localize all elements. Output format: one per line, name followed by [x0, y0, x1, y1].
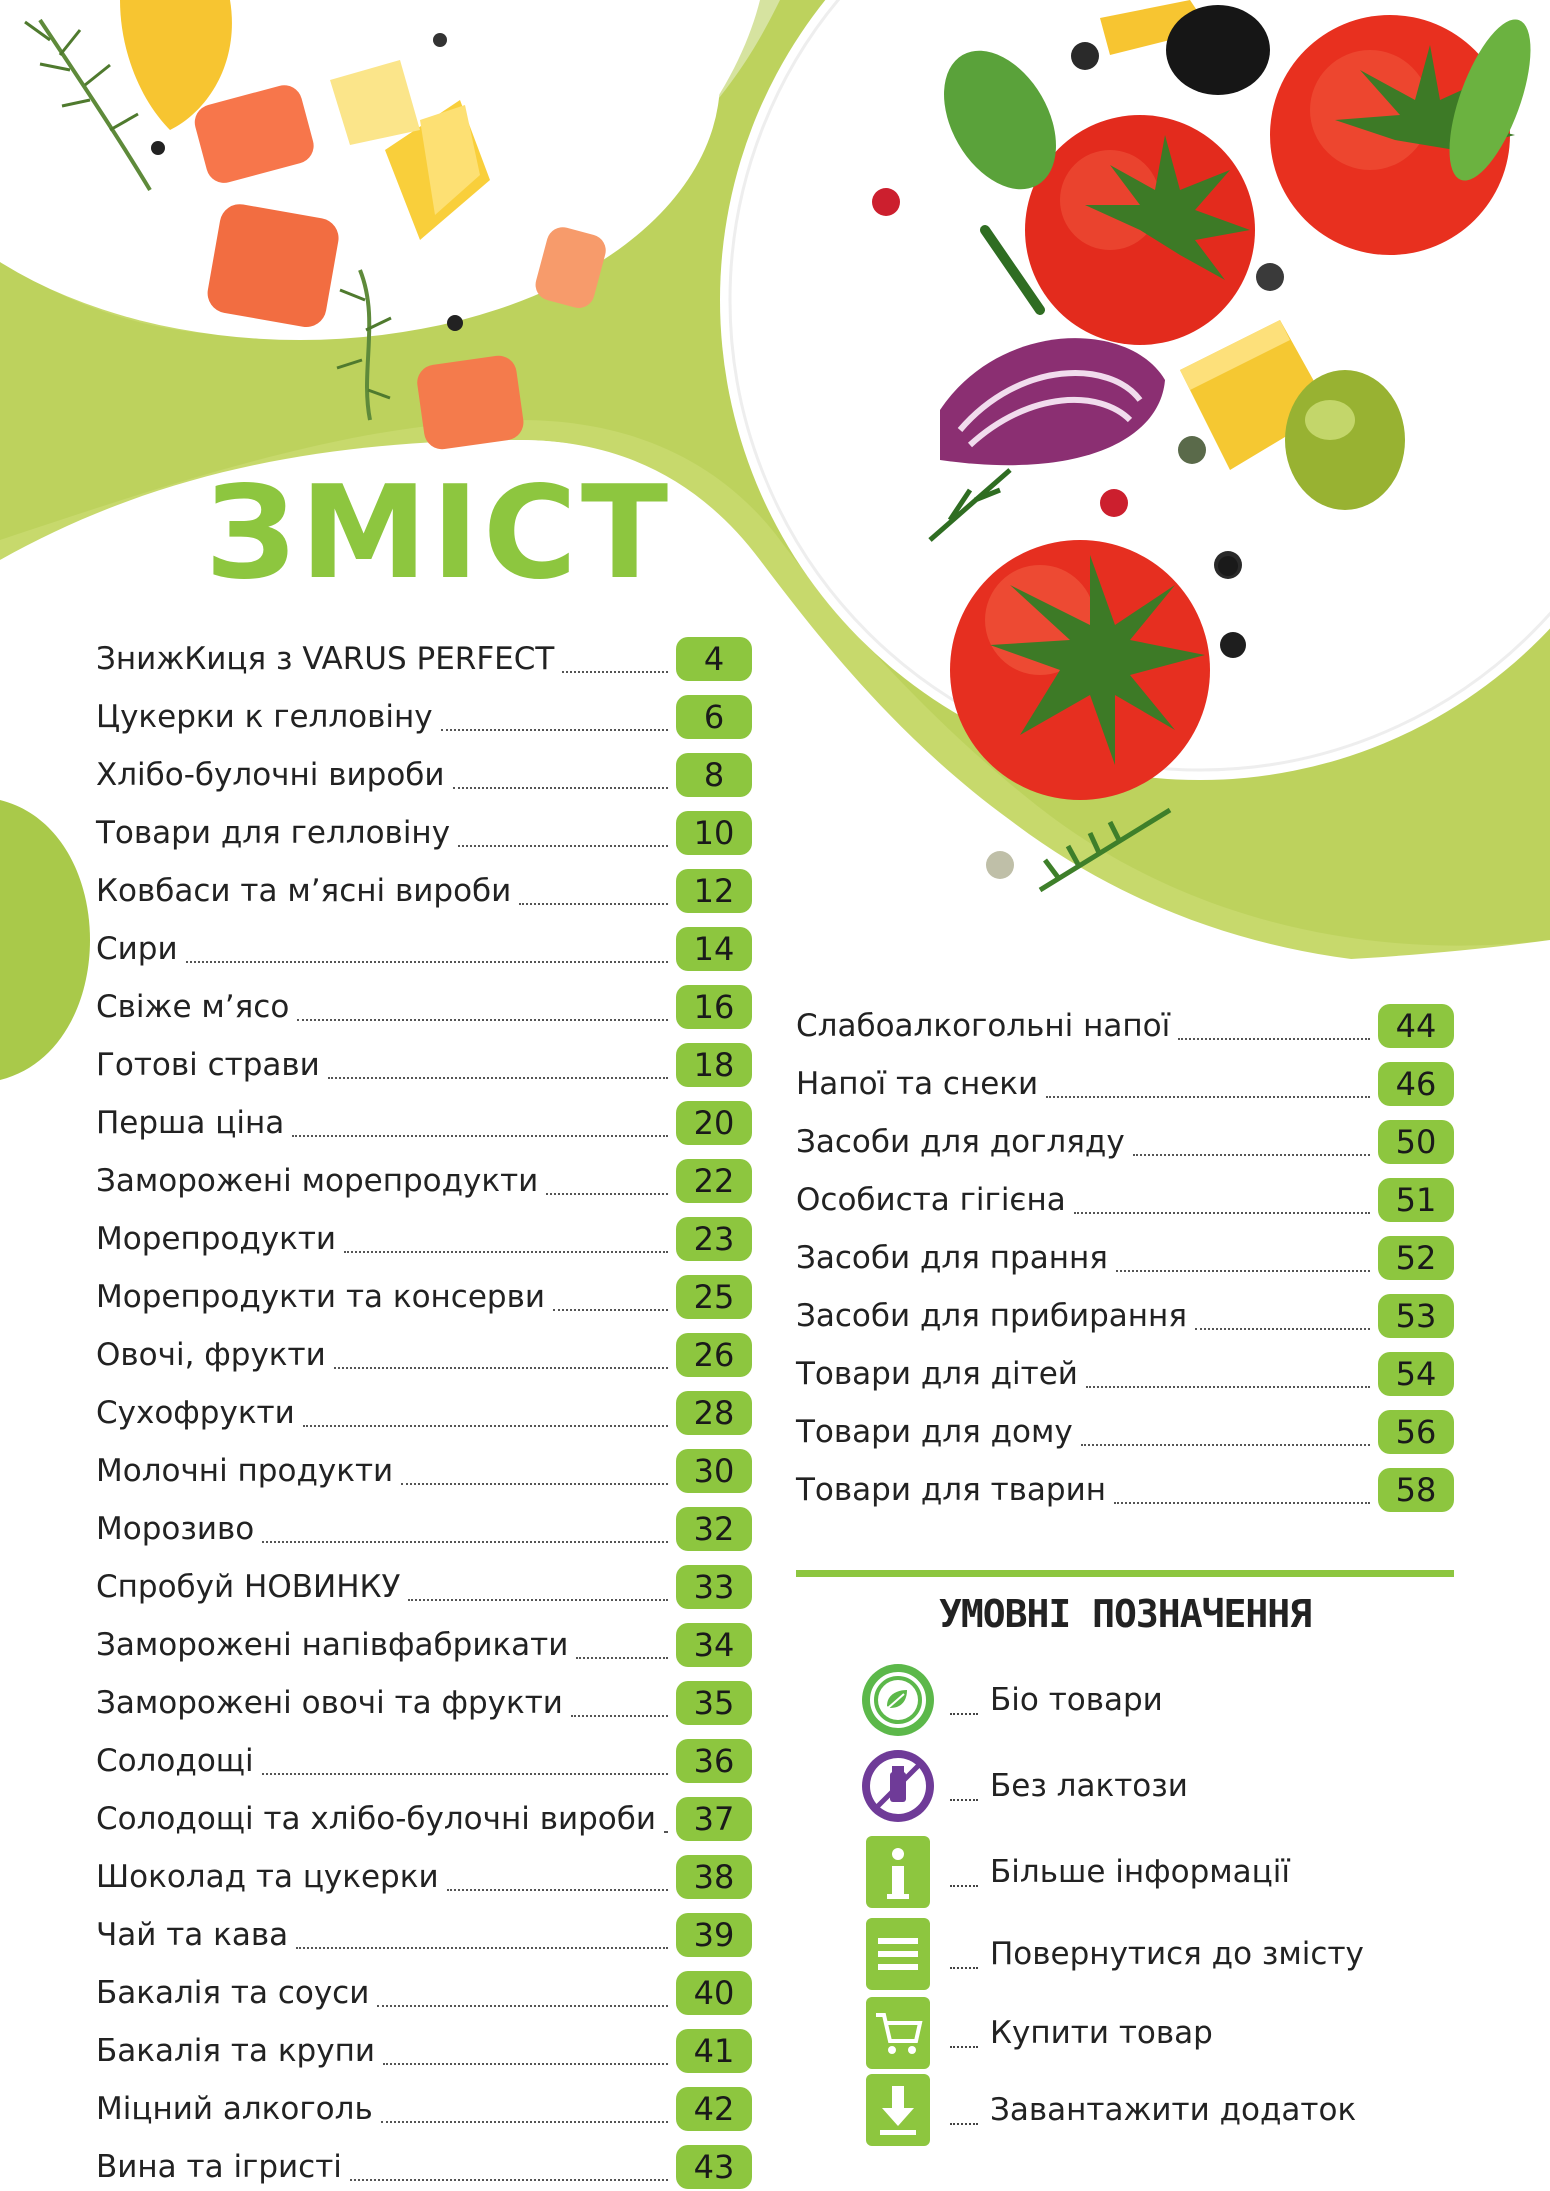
toc-row-label: Ковбаси та м’ясні вироби: [96, 873, 512, 909]
toc-row[interactable]: [96, 749, 752, 799]
toc-row-label: Міцний алкоголь: [96, 2091, 373, 2127]
toc-row[interactable]: [796, 1290, 1454, 1340]
toc-row-dots: [1195, 1328, 1370, 1330]
toc-page-badge[interactable]: 23: [676, 1217, 752, 1261]
toc-row-label: Солодощі та хлібо-булочні вироби: [96, 1801, 657, 1837]
toc-row-label: Засоби для прибирання: [796, 1298, 1187, 1334]
toc-page-badge[interactable]: 52: [1378, 1236, 1454, 1280]
toc-row[interactable]: [96, 1039, 752, 1089]
legend-dots: [950, 1967, 978, 1969]
toc-row-dots: [1086, 1386, 1370, 1388]
toc-page-badge[interactable]: 28: [676, 1391, 752, 1435]
toc-row-dots: [571, 1715, 668, 1717]
toc-row[interactable]: [96, 1329, 752, 1379]
shopping-cart-icon: [860, 1995, 936, 2071]
toc-row-label: Морепродукти та консерви: [96, 1279, 546, 1315]
toc-row[interactable]: [96, 2025, 752, 2075]
toc-row[interactable]: [96, 807, 752, 857]
toc-page-badge[interactable]: 51: [1378, 1178, 1454, 1222]
toc-page-badge[interactable]: 30: [676, 1449, 752, 1493]
toc-page-badge[interactable]: 54: [1378, 1352, 1454, 1396]
toc-row[interactable]: [96, 923, 752, 973]
toc-row[interactable]: [96, 1909, 752, 1959]
toc-page-badge[interactable]: 42: [676, 2087, 752, 2131]
toc-row-label: Шоколад та цукерки: [96, 1859, 439, 1895]
toc-row-dots: [344, 1251, 668, 1253]
toc-row[interactable]: [96, 1619, 752, 1669]
toc-right-column: [796, 1000, 1454, 1520]
bio-leaf-icon: [860, 1662, 936, 1738]
toc-row[interactable]: [96, 1561, 752, 1611]
toc-page-badge[interactable]: 38: [676, 1855, 752, 1899]
legend-item-info: [860, 1832, 1290, 1912]
legend-item-menu: [860, 1914, 1364, 1994]
legend-dots: [950, 1885, 978, 1887]
toc-row[interactable]: [796, 1464, 1454, 1514]
toc-row-label: Товари для гелловіну: [96, 815, 451, 851]
toc-page-badge[interactable]: 10: [676, 811, 752, 855]
toc-row-dots: [553, 1309, 668, 1311]
toc-row-label: Вина та ігристі: [96, 2149, 342, 2185]
toc-page-badge[interactable]: 14: [676, 927, 752, 971]
toc-page-badge[interactable]: 50: [1378, 1120, 1454, 1164]
toc-row-label: Солодощі: [96, 1743, 254, 1779]
toc-page-badge[interactable]: 33: [676, 1565, 752, 1609]
toc-row-label: Свіже м’ясо: [96, 989, 290, 1025]
toc-page-badge[interactable]: 6: [676, 695, 752, 739]
toc-row-dots: [1046, 1096, 1370, 1098]
toc-row-label: Морозиво: [96, 1511, 255, 1547]
toc-row-dots: [546, 1193, 668, 1195]
toc-row[interactable]: [796, 1348, 1454, 1398]
toc-page-badge[interactable]: 8: [676, 753, 752, 797]
legend-dots: [950, 1799, 978, 1801]
toc-row-dots: [296, 1947, 668, 1949]
toc-page-badge[interactable]: 25: [676, 1275, 752, 1319]
toc-page-badge[interactable]: 35: [676, 1681, 752, 1725]
toc-row[interactable]: [96, 1213, 752, 1263]
toc-row-label: Товари для тварин: [796, 1472, 1107, 1508]
toc-row[interactable]: [796, 1174, 1454, 1224]
toc-page-badge[interactable]: 39: [676, 1913, 752, 1957]
toc-row-dots: [292, 1135, 668, 1137]
toc-page-badge[interactable]: 40: [676, 1971, 752, 2015]
toc-row-dots: [441, 729, 668, 731]
legend-dots: [950, 2046, 978, 2048]
toc-row-dots: [297, 1019, 668, 1021]
lactose-free-icon: [860, 1748, 936, 1824]
toc-row-dots: [350, 2179, 668, 2181]
info-icon: [860, 1834, 936, 1910]
toc-page-badge[interactable]: 53: [1378, 1294, 1454, 1338]
toc-row-label: Чай та кава: [96, 1917, 289, 1953]
toc-row-label: Засоби для прання: [796, 1240, 1108, 1276]
toc-row-label: Морепродукти: [96, 1221, 337, 1257]
legend-label-bio: Біо товари: [990, 1682, 1163, 1718]
toc-row-dots: [408, 1599, 668, 1601]
toc-row[interactable]: [796, 1058, 1454, 1108]
legend-label-info: Більше інформації: [990, 1854, 1290, 1890]
toc-row-dots: [576, 1657, 668, 1659]
toc-row-dots: [1114, 1502, 1370, 1504]
toc-row-label: Бакалія та крупи: [96, 2033, 375, 2069]
toc-row-label: Овочі, фрукти: [96, 1337, 326, 1373]
toc-row[interactable]: [96, 1967, 752, 2017]
toc-row[interactable]: [96, 981, 752, 1031]
toc-row-dots: [1133, 1154, 1370, 1156]
toc-page-badge[interactable]: 18: [676, 1043, 752, 1087]
toc-row-label: Напої та снеки: [796, 1066, 1039, 1102]
legend-label-lactose: Без лактози: [990, 1768, 1188, 1804]
toc-row-label: Товари для дітей: [796, 1356, 1078, 1392]
toc-row-dots: [262, 1773, 668, 1775]
toc-row-dots: [381, 2121, 668, 2123]
toc-row-dots: [1074, 1212, 1370, 1214]
legend-label-menu: Повернутися до змісту: [990, 1936, 1364, 1972]
toc-row-label: Хлібо-булочні вироби: [96, 757, 445, 793]
toc-row-label: Товари для дому: [796, 1414, 1073, 1450]
toc-page-badge[interactable]: 46: [1378, 1062, 1454, 1106]
toc-row-label: Заморожені напівфабрикати: [96, 1627, 569, 1663]
toc-row[interactable]: [96, 1735, 752, 1785]
toc-page-badge[interactable]: 41: [676, 2029, 752, 2073]
toc-row[interactable]: [96, 2141, 752, 2191]
toc-row[interactable]: [96, 2083, 752, 2133]
toc-row-label: Заморожені овочі та фрукти: [96, 1685, 563, 1721]
toc-page-badge[interactable]: 32: [676, 1507, 752, 1551]
toc-row-label: ЗнижКиця з VARUS PERFECT: [96, 641, 555, 677]
toc-row[interactable]: [96, 1155, 752, 1205]
toc-page-badge[interactable]: 12: [676, 869, 752, 913]
toc-page-badge[interactable]: 56: [1378, 1410, 1454, 1454]
legend-title: УМОВНІ ПОЗНАЧЕННЯ: [939, 1592, 1311, 1636]
toc-row-dots: [447, 1889, 668, 1891]
toc-row-dots: [1116, 1270, 1370, 1272]
toc-row-label: Цукерки к гелловіну: [96, 699, 433, 735]
toc-page-badge[interactable]: 37: [676, 1797, 752, 1841]
toc-row-dots: [1081, 1444, 1370, 1446]
toc-row-label: Особиста гігієна: [796, 1182, 1066, 1218]
toc-row[interactable]: [796, 1116, 1454, 1166]
toc-row-dots: [383, 2063, 668, 2065]
toc-row-dots: [519, 903, 668, 905]
toc-left-column: [96, 633, 752, 2189]
toc-row-label: Готові страви: [96, 1047, 320, 1083]
toc-row[interactable]: [96, 691, 752, 741]
legend-item-cart: [860, 1993, 1213, 2073]
toc-row[interactable]: [96, 1271, 752, 1321]
legend-item-bio: [860, 1660, 1163, 1740]
toc-page-badge[interactable]: 58: [1378, 1468, 1454, 1512]
toc-page-badge[interactable]: 43: [676, 2145, 752, 2189]
legend-divider: [796, 1570, 1454, 1577]
toc-row-dots: [377, 2005, 668, 2007]
toc-row-label: Засоби для догляду: [796, 1124, 1125, 1160]
toc-row-dots: [262, 1541, 668, 1543]
toc-row-dots: [401, 1483, 668, 1485]
toc-page-badge[interactable]: 36: [676, 1739, 752, 1783]
toc-row[interactable]: [96, 1097, 752, 1147]
toc-row-dots: [453, 787, 668, 789]
toc-page-badge[interactable]: 34: [676, 1623, 752, 1667]
menu-list-icon: [860, 1916, 936, 1992]
toc-row[interactable]: [796, 1406, 1454, 1456]
legend-label-cart: Купити товар: [990, 2015, 1213, 2051]
toc-page-badge[interactable]: 22: [676, 1159, 752, 1203]
toc-row-label: Перша ціна: [96, 1105, 285, 1141]
toc-page-badge[interactable]: 4: [676, 637, 752, 681]
legend-item-lactose: [860, 1746, 1188, 1826]
toc-row-dots: [328, 1077, 668, 1079]
toc-page-badge[interactable]: 16: [676, 985, 752, 1029]
toc-row[interactable]: [96, 1793, 752, 1843]
toc-row-dots: [562, 671, 668, 673]
legend-item-download: [860, 2070, 1356, 2150]
toc-row[interactable]: [96, 1851, 752, 1901]
legend-dots: [950, 1713, 978, 1715]
toc-row-label: Бакалія та соуси: [96, 1975, 370, 2011]
toc-row[interactable]: [96, 1677, 752, 1727]
toc-page-badge[interactable]: 20: [676, 1101, 752, 1145]
toc-row-dots: [458, 845, 668, 847]
toc-row-dots: [1178, 1038, 1370, 1040]
page-title: ЗМІСТ: [205, 459, 673, 608]
toc-row-dots: [664, 1831, 668, 1833]
toc-row-label: Сухофрукти: [96, 1395, 295, 1431]
toc-row-label: Заморожені морепродукти: [96, 1163, 539, 1199]
toc-row[interactable]: [96, 1445, 752, 1495]
toc-row-dots: [186, 961, 668, 963]
toc-row[interactable]: [796, 1000, 1454, 1050]
toc-row-label: Спробуй НОВИНКУ: [96, 1569, 401, 1605]
toc-row[interactable]: [96, 1503, 752, 1553]
toc-row-label: Сири: [96, 931, 178, 967]
toc-row-label: Молочні продукти: [96, 1453, 394, 1489]
toc-row-dots: [303, 1425, 668, 1427]
toc-row[interactable]: [96, 633, 752, 683]
legend-dots: [950, 2123, 978, 2125]
toc-row-dots: [334, 1367, 668, 1369]
toc-row[interactable]: [96, 865, 752, 915]
toc-row[interactable]: [796, 1232, 1454, 1282]
toc-page-badge[interactable]: 44: [1378, 1004, 1454, 1048]
legend-label-download: Завантажити додаток: [990, 2092, 1357, 2128]
download-icon: [860, 2072, 936, 2148]
toc-row-label: Слабоалкогольні напої: [796, 1008, 1171, 1044]
toc-row[interactable]: [96, 1387, 752, 1437]
toc-page-badge[interactable]: 26: [676, 1333, 752, 1377]
